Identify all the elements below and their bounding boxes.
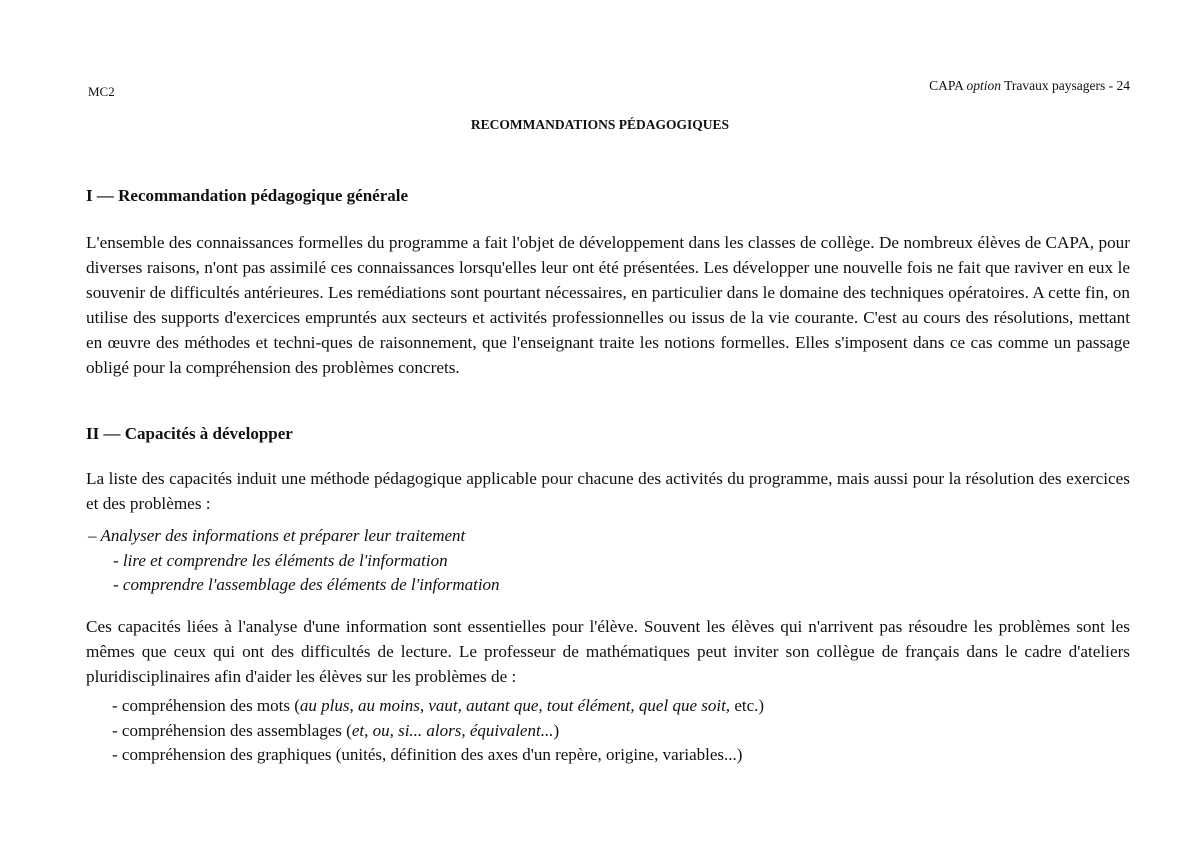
bullet-prefix: - compréhension des mots ( (112, 696, 300, 715)
section-2-intro: La liste des capacités induit une méthode pédagogique applicable pour chacune des activités du programme, mais aussi pour la résolution des exercices et des problèmes : (86, 469, 1130, 513)
section-2-heading: II — Capacités à développer (86, 424, 293, 443)
bullet-item (112, 721, 559, 741)
capacity-text: – Analyser des informations et préparer leur traitement (88, 526, 466, 545)
section-1-heading: I — Recommandation pédagogique générale (86, 186, 409, 205)
header-diploma (929, 78, 1130, 94)
header-diploma-prefix: CAPA (929, 78, 967, 93)
bullet-italic: et, ou, si... alors, équivalent... (351, 721, 554, 740)
sub-item (113, 551, 448, 571)
bullet-prefix: - compréhension des graphiques (unités, définition des axes d'un repère, origine, variables...) (112, 745, 743, 764)
bullet-item (112, 745, 742, 765)
bullet-italic: au plus, au moins, vaut, autant que, tout élément, quel que soit, (299, 696, 731, 715)
bullet-item (112, 696, 764, 716)
page-title: RECOMMANDATIONS PÉDAGOGIQUES (470, 117, 730, 132)
header-module-code: MC2 (88, 84, 115, 99)
sub-item (113, 575, 500, 595)
bullet-suffix: ) (553, 721, 560, 740)
header-diploma-suffix: Travaux paysagers - 24 (1001, 78, 1130, 93)
bullet-suffix: etc.) (730, 696, 765, 715)
sub-item-text: - comprendre l'assemblage des éléments de l'information (113, 575, 500, 594)
header-diploma-italic: option (966, 78, 1002, 93)
capacity-heading (88, 526, 465, 546)
section-1-paragraph: L'ensemble des connaissances formelles du programme a fait l'objet de développement dans les classes de collège. De nombreux élèves de CAPA, pour diverses raisons, n'ont pas assimilé ces connaissances lorsqu'elles leur ont été présentées. Les développer une nouvelle fois ne fait que raviver en eux le souvenir de difficultés antérieures. Les remédiations sont pourtant nécessaires, en particulier dans le domaine des techniques opératoires. A cette fin, on utilise des supports d'exercices empruntés aux secteurs et activités professionnelles ou issus de la vie courante. C'est au cours des résolutions, mettant en œuvre des méthodes et techni-ques de raisonnement, que l'enseignant traite les notions formelles. Elles s'imposent dans ce cas comme un passage obligé pour la compréhension des problèmes concrets. (86, 233, 1130, 377)
sub-item-text: - lire et comprendre les éléments de l'information (113, 551, 448, 570)
bullet-prefix: - compréhension des assemblages ( (112, 721, 352, 740)
section-2-paragraph: Ces capacités liées à l'analyse d'une information sont essentielles pour l'élève. Souvent les élèves qui n'arrivent pas résoudre les problèmes sont les mêmes que ceux qui ont des difficultés de lecture. Le professeur de mathématiques peut inviter son collègue de français dans le cadre d'ateliers pluridisciplinaires afin d'aider les élèves sur les problèmes de : (86, 617, 1130, 686)
